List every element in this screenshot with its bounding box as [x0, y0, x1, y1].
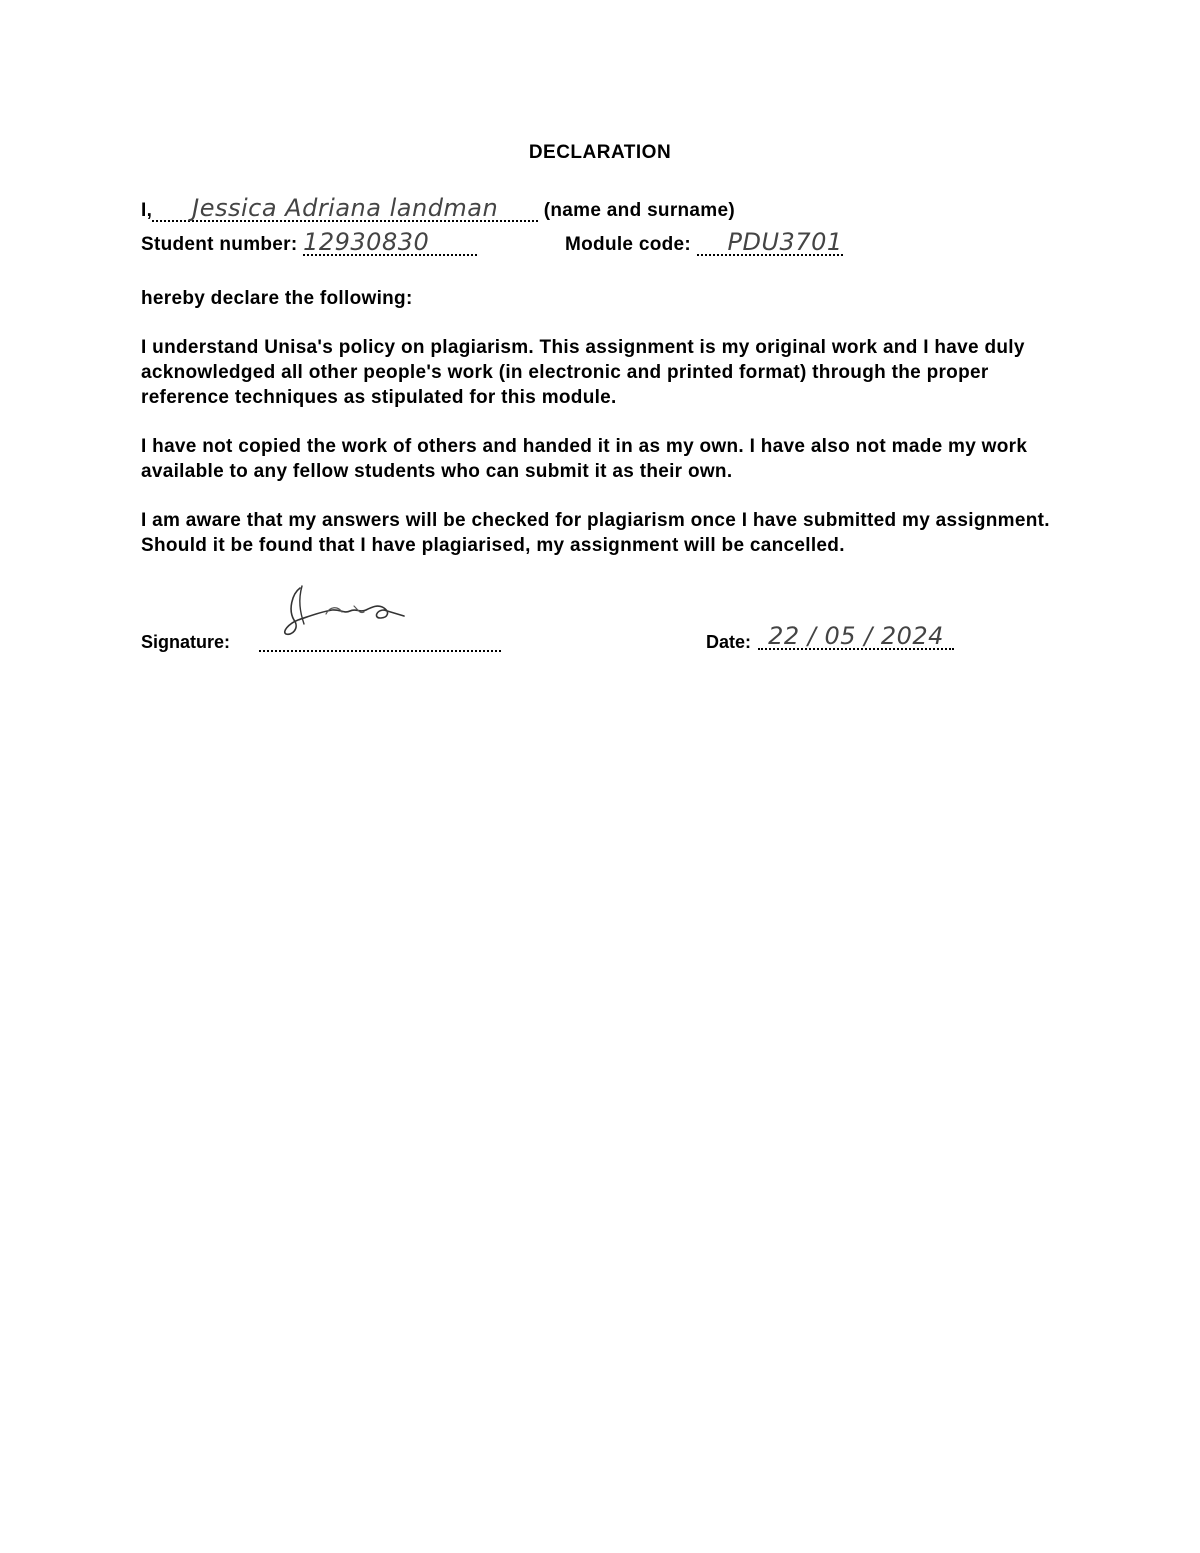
- signature-label: Signature:: [141, 632, 231, 652]
- module-code-label: Module code:: [565, 234, 692, 255]
- date-label: Date:: [706, 632, 752, 652]
- student-number-line: [141, 230, 477, 256]
- name-field[interactable]: Jessica Adriana landman: [152, 196, 538, 222]
- name-line: [141, 196, 735, 222]
- paragraph-not-copied: I have not copied the work of others and handed it in as my own. I have also not made my work available to any fellow students who can submit it as their own.: [141, 436, 1028, 482]
- name-prefix: I,: [141, 200, 153, 221]
- date-field[interactable]: 22 / 05 / 2024: [758, 624, 954, 650]
- student-number-field[interactable]: 12930830: [303, 230, 477, 256]
- module-code-field[interactable]: PDU3701: [697, 230, 843, 256]
- page-title: DECLARATION: [528, 142, 672, 163]
- module-code-line: [565, 230, 843, 256]
- signature-image: [280, 580, 410, 642]
- intro-text: hereby declare the following:: [141, 288, 413, 309]
- name-suffix: (name and surname): [543, 200, 735, 221]
- signature-line[interactable]: [259, 650, 501, 652]
- date-field-wrap: [758, 624, 954, 650]
- paragraph-awareness: I am aware that my answers will be checked for plagiarism once I have submitted my assignment. Should it be found that I have plagiarised, my assignment will be cancelled.: [141, 510, 1050, 556]
- paragraph-policy: I understand Unisa's policy on plagiarism. This assignment is my original work and I have duly acknowledged all other people's work (in electronic and printed format) through the proper reference techniques as stipulated for this module.: [141, 337, 1025, 408]
- student-number-label: Student number:: [141, 234, 298, 255]
